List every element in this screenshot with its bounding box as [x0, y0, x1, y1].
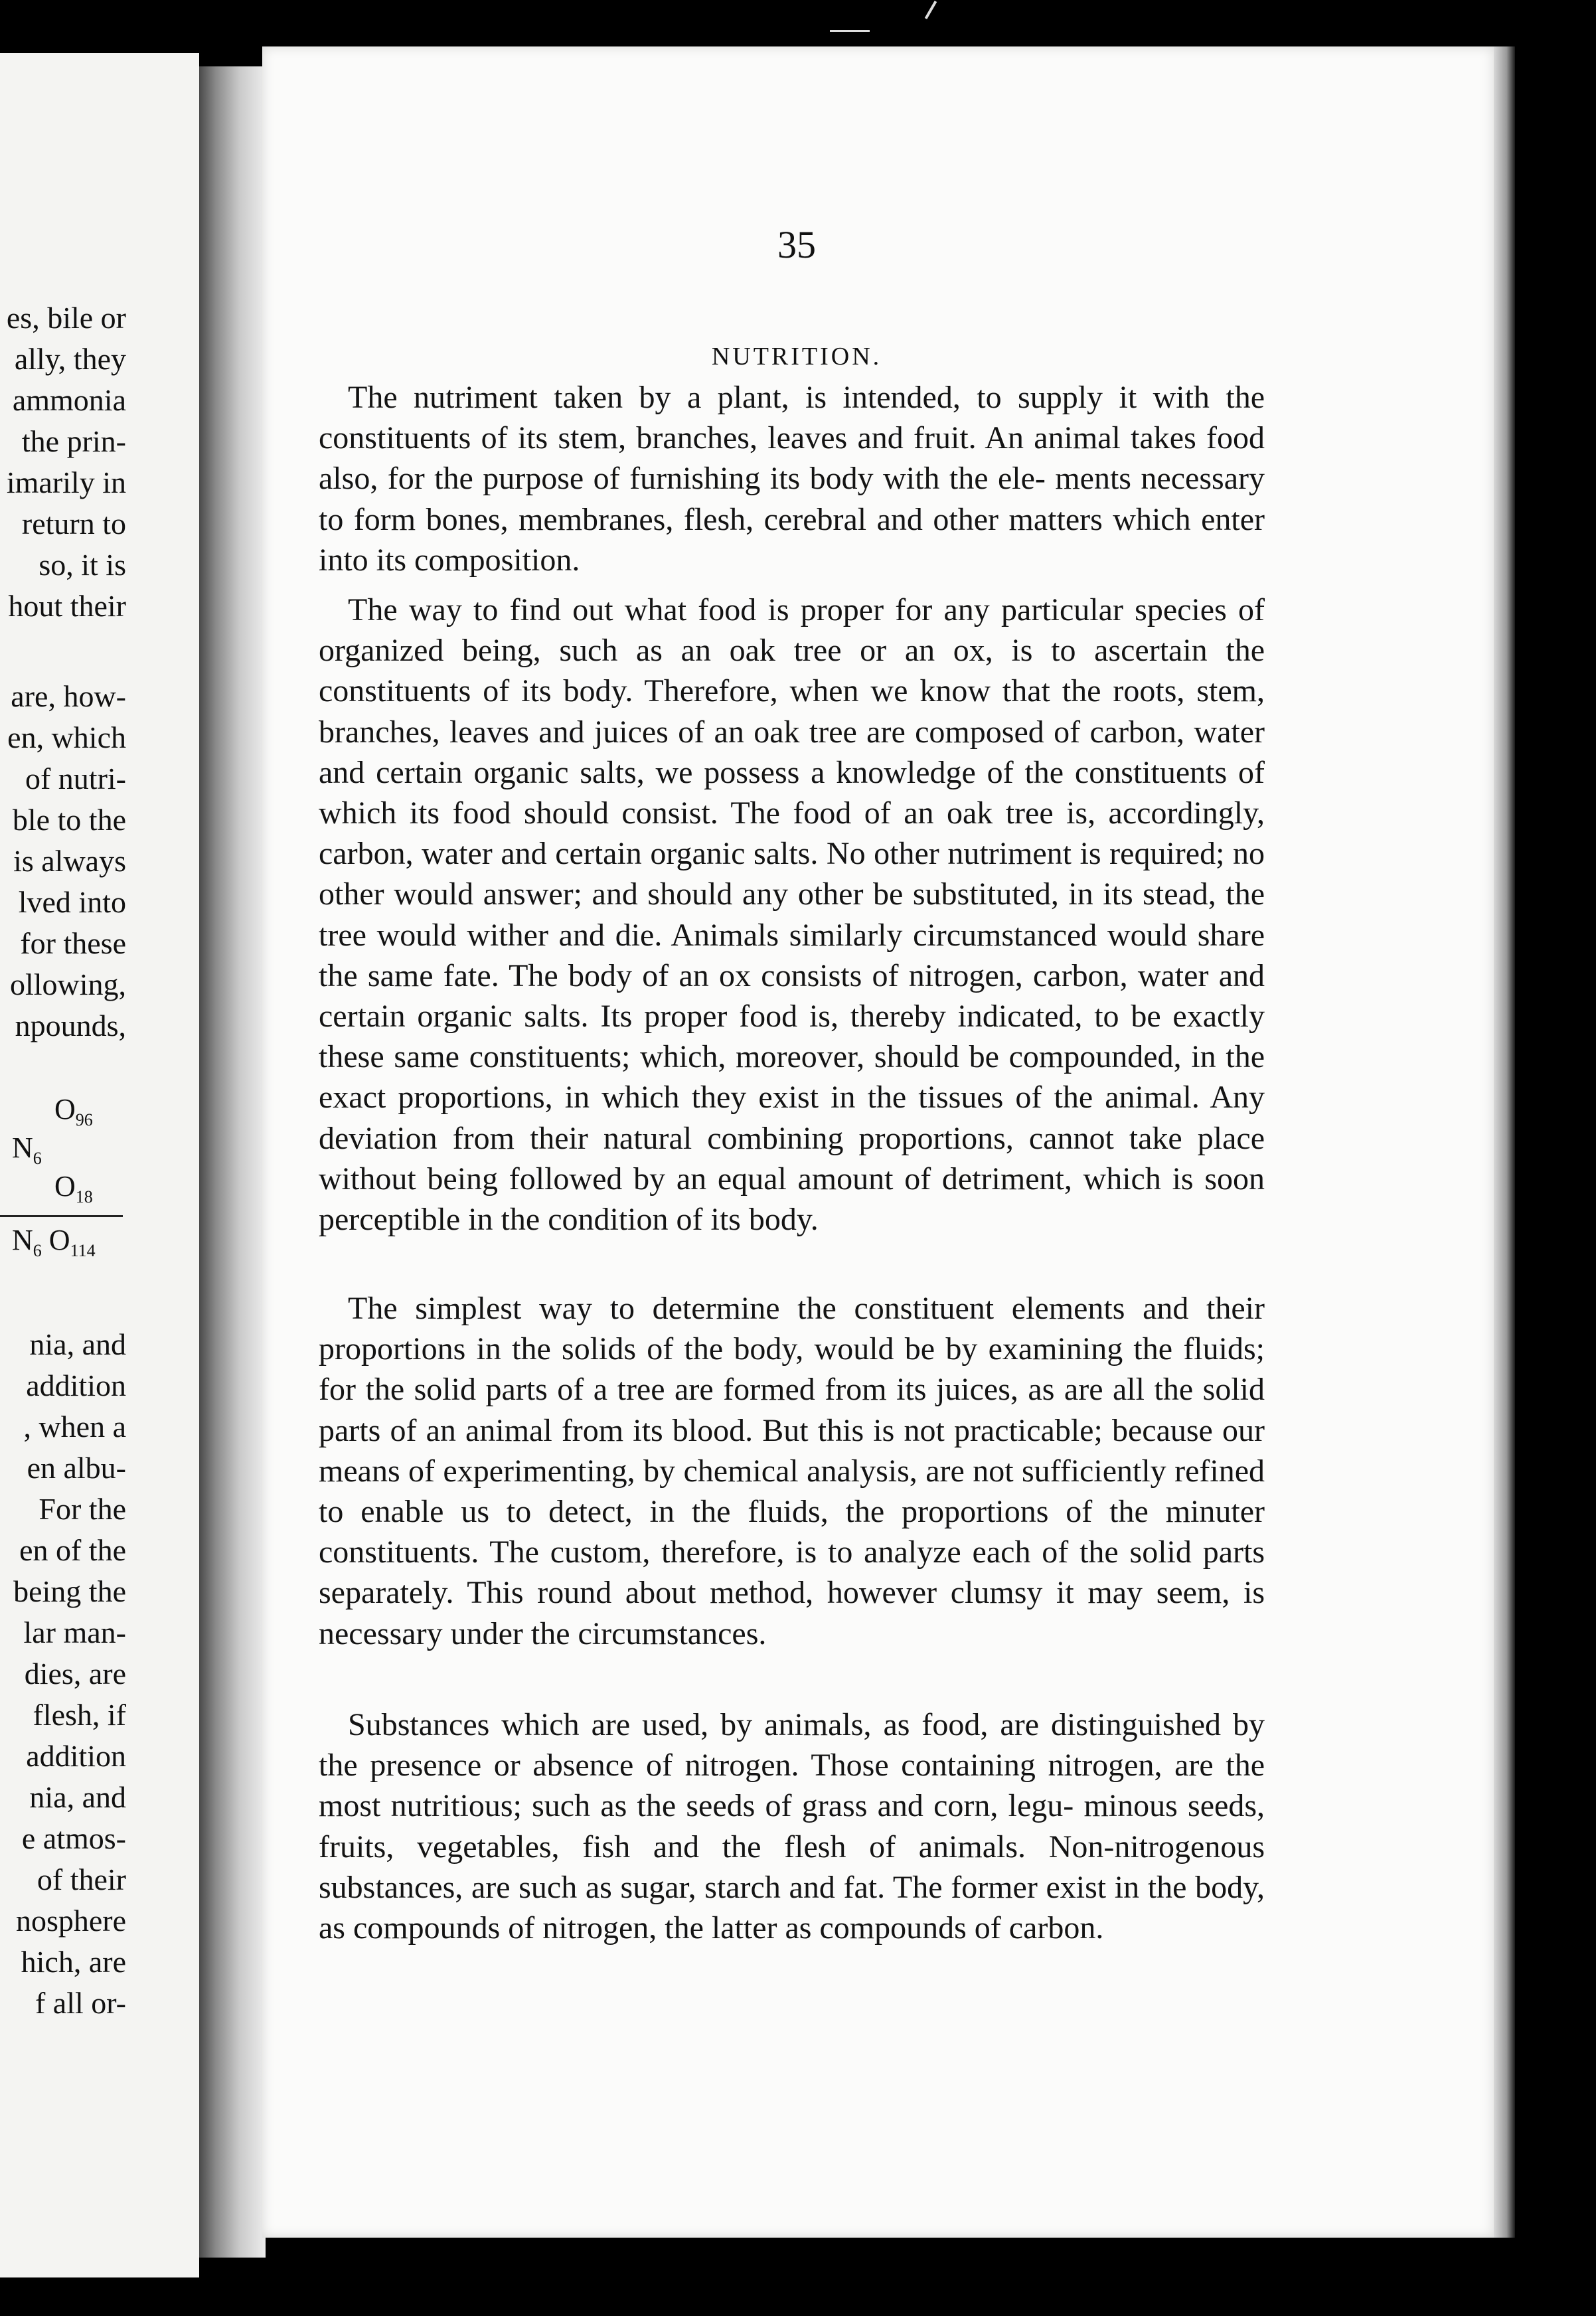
left-line: nosphere [15, 1904, 126, 1938]
scan-artifact [830, 30, 870, 32]
left-line: of nutri- [25, 762, 126, 795]
paragraph: The way to find out what food is proper for any particular species of organized being, such as an oak tree or an ox, is to ascertain the constituents of its body. Therefore, when we know that the roots, stem, branches, leaves and juices of an oak tree are composed of carbon, water and certain organic salts, we possess a knowledge of the constituents of which its food should consist. The food of an oak tree is, accordingly, carbon, water and certain organic salts. No other nutriment is required; no other would answer; and should any other be substituted, in its stead, the tree would wither and die. Animals similarly circumstanced would share the same fate. The body of an ox consists of nitrogen, carbon, water and certain organic salts. Its proper food is, thereby indicated, to be exactly these same constituents; which, moreover, should be compounded, in the exact proportions, in which they exist in the tissues of the animal. Any deviation from their natural combining proportions, cannot take place without being followed by an equal amount of detriment, which is soon perceptible in the condition of its body. [319, 592, 1265, 1238]
left-line: addition [26, 1739, 126, 1773]
left-line: nia, and [29, 1327, 126, 1361]
book-gutter-shadow [199, 66, 266, 2258]
left-line: of their [37, 1862, 126, 1896]
left-line: so, it is [39, 548, 126, 582]
left-line: en, which [7, 720, 126, 754]
left-line: are, how- [11, 679, 126, 713]
formula-sum: $N_6$ $O_{114}$ [12, 1224, 96, 1260]
left-line: for these [20, 926, 126, 960]
left-line: en of the [19, 1533, 126, 1567]
left-line: nia, and [29, 1780, 126, 1814]
left-line: dies, are [24, 1657, 126, 1691]
left-line: e atmos- [21, 1821, 126, 1855]
left-line: For the [39, 1492, 126, 1526]
left-line: the prin- [21, 424, 126, 458]
previous-page [0, 53, 199, 2277]
left-line: flesh, if [33, 1698, 126, 1732]
paragraph: The nutriment taken by a plant, is intended, to supply it with the constituents of its stem, branches, leaves and fruit. An animal takes food also, for the purpose of furnishing its body with the ele- ments necessary to form bones, membranes, flesh, cerebral and other matters which enter into its composition. [319, 380, 1265, 578]
left-line: es, bile or [6, 301, 126, 335]
left-line: f all or- [35, 1986, 126, 2020]
left-line: imarily in [6, 465, 126, 499]
left-line: addition [26, 1368, 126, 1402]
left-line: ally, they [14, 342, 126, 376]
formula-nitrogen-6: $N_6$ [12, 1131, 42, 1168]
left-line: return to [21, 507, 126, 540]
left-line: ammonia [12, 383, 126, 417]
left-line: hich, are [21, 1945, 126, 1979]
paragraph: The simplest way to determine the constituent elements and their proportions in the solids of the body, would be by examining the fluids; for the solid parts of a tree are formed from its juices, as are all the solid parts of an animal from its blood. But this is not practicable; because our means of experimenting, by chemical analysis, are not sufficiently refined to enable us to detect, in the fluids, the proportions of the minuter constituents. The custom, therefore, is to analyze each of the solid parts separately. This round about method, however clumsy it may seem, is necessary under the circumstances. [319, 1291, 1265, 1651]
left-line: , when a [23, 1410, 126, 1444]
formula-sum-rule [0, 1215, 123, 1217]
scan-artifact [925, 1, 937, 19]
left-line: ble to the [12, 803, 126, 837]
left-line: ollowing, [9, 967, 126, 1001]
left-line: lar man- [23, 1615, 126, 1649]
left-line: en albu- [27, 1451, 126, 1485]
formula-oxygen-18: $O_{18}$ [54, 1170, 93, 1206]
left-line: npounds, [15, 1009, 126, 1042]
page-edge-shadow [1494, 46, 1515, 2238]
section-heading: NUTRITION. [711, 343, 882, 371]
page-number: 35 [777, 223, 816, 266]
left-line: is always [13, 844, 126, 878]
formula-oxygen-96: $O_{96}$ [54, 1093, 93, 1129]
paragraph: Substances which are used, by animals, as food, are distinguished by the presence or absence of nitrogen. Those containing nitrogen, are the most nutritious; such as the seeds of grass and corn, legu- minous seeds, fruits, vegetables, fish and the flesh of animals. Non-nitrogenous substances, are such as sugar, starch and fat. The former exist in the body, as compounds of nitrogen, the latter as compounds of carbon. [319, 1707, 1265, 1946]
left-line: lved into [18, 885, 126, 919]
left-line: being the [13, 1574, 126, 1608]
left-line: hout their [8, 589, 126, 623]
